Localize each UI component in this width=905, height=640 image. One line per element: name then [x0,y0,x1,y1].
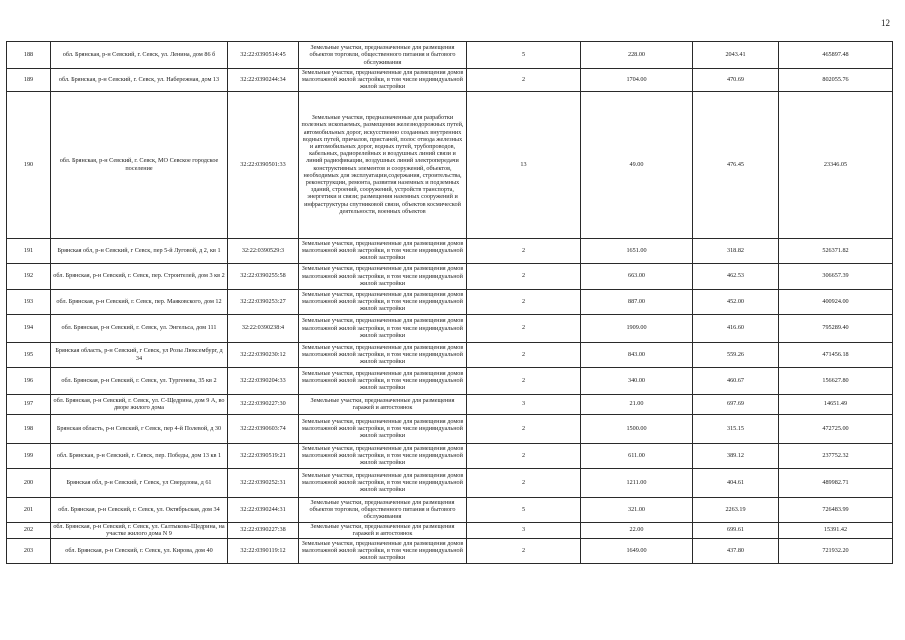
land-use-cell: Земельные участки, предназначенные для размещения объектов торговли, общественного питания и бытового обслуживания [299,497,467,522]
area-cell: 843.00 [581,342,693,367]
land-plot-registry-table [6,41,893,564]
row-number-cell: 193 [7,289,51,314]
address-cell: обл. Брянская, р-н Севский, г. Севск, пер. Маяковского, дом 12 [51,289,228,314]
area-cell: 21.00 [581,394,693,414]
cadastral-number-cell: 32:22:0390230:12 [228,342,299,367]
unit-value-cell: 416.60 [693,314,779,342]
address-cell: обл. Брянская, р-н Севский, г. Севск, ул. Ленина, дом 86 б [51,42,228,69]
group-code-cell: 3 [467,394,581,414]
cadastral-value-cell: 526371.82 [779,238,893,263]
land-use-cell: Земельные участки, предназначенные для размещения домов малоэтажной жилой застройки, в том числе индивидуальной жилой застройки [299,443,467,468]
address-cell: обл. Брянская, р-н Севский, г. Севск, пер. Победы, дом 13 кв 1 [51,443,228,468]
cadastral-value-cell: 156627.80 [779,367,893,394]
cadastral-number-cell: 32:22:0390603:74 [228,414,299,443]
row-number-cell: 188 [7,42,51,69]
group-code-cell: 2 [467,238,581,263]
cadastral-value-cell: 14651.49 [779,394,893,414]
area-cell: 1649.00 [581,538,693,563]
group-code-cell: 2 [467,263,581,289]
address-cell: обл. Брянская, р-н Севский, г. Севск, ул. Кирова, дом 40 [51,538,228,563]
group-code-cell: 2 [467,342,581,367]
row-number-cell: 190 [7,91,51,238]
cadastral-number-cell: 32:22:0390252:31 [228,468,299,497]
land-use-cell: Земельные участки, предназначенные для размещения объектов торговли, общественного питания и бытового обслуживания [299,42,467,69]
group-code-cell: 2 [467,443,581,468]
row-number-cell: 202 [7,522,51,538]
area-cell: 611.00 [581,443,693,468]
table-row [7,497,893,522]
row-number-cell: 191 [7,238,51,263]
page-number: 12 [881,18,890,28]
group-code-cell: 2 [467,289,581,314]
cadastral-number-cell: 32:22:0390529:3 [228,238,299,263]
unit-value-cell: 2043.41 [693,42,779,69]
land-use-cell: Земельные участки, предназначенные для размещения домов малоэтажной жилой застройки, в том числе индивидуальной жилой застройки [299,314,467,342]
cadastral-value-cell: 400924.00 [779,289,893,314]
area-cell: 228.00 [581,42,693,69]
land-use-cell: Земельные участки, предназначенные для размещения домов малоэтажной жилой застройки, в том числе индивидуальной жилой застройки [299,367,467,394]
address-cell: Брянская область, р-н Севский, г Севск, пер 4-й Полевой, д 30 [51,414,228,443]
unit-value-cell: 404.61 [693,468,779,497]
row-number-cell: 198 [7,414,51,443]
unit-value-cell: 315.15 [693,414,779,443]
area-cell: 321.00 [581,497,693,522]
group-code-cell: 2 [467,69,581,92]
land-use-cell: Земельные участки, предназначенные для размещения гаражей и автостоянок [299,394,467,414]
row-number-cell: 189 [7,69,51,92]
address-cell: обл. Брянская, р-н Севский, г. Севск, ул. Набережная, дом 13 [51,69,228,92]
unit-value-cell: 697.69 [693,394,779,414]
address-cell: обл. Брянская, р-н Севский, г. Севск, ул. Тургенева, 35 кв 2 [51,367,228,394]
unit-value-cell: 389.12 [693,443,779,468]
unit-value-cell: 460.67 [693,367,779,394]
address-cell: обл. Брянская, р-н Севский, г. Севск, пер. Строителей, дом 3 кв 2 [51,263,228,289]
group-code-cell: 2 [467,414,581,443]
table-row [7,468,893,497]
group-code-cell: 5 [467,42,581,69]
row-number-cell: 201 [7,497,51,522]
unit-value-cell: 699.61 [693,522,779,538]
cadastral-number-cell: 32:22:0390244:31 [228,497,299,522]
row-number-cell: 194 [7,314,51,342]
row-number-cell: 203 [7,538,51,563]
table-row [7,538,893,563]
area-cell: 1651.00 [581,238,693,263]
cadastral-value-cell: 15391.42 [779,522,893,538]
group-code-cell: 13 [467,91,581,238]
area-cell: 1704.00 [581,69,693,92]
area-cell: 1909.00 [581,314,693,342]
area-cell: 340.00 [581,367,693,394]
unit-value-cell: 452.00 [693,289,779,314]
cadastral-value-cell: 23346.05 [779,91,893,238]
address-cell: Брянская обл, р-н Севский, г Севск, ул Свердлова, д 61 [51,468,228,497]
cadastral-value-cell: 489982.71 [779,468,893,497]
group-code-cell: 3 [467,522,581,538]
land-use-cell: Земельные участки, предназначенные для размещения домов малоэтажной жилой застройки, в том числе индивидуальной жилой застройки [299,468,467,497]
table-row [7,238,893,263]
address-cell: обл. Брянская, р-н Севский, г. Севск, МО Севское городское поселение [51,91,228,238]
table-row [7,414,893,443]
group-code-cell: 2 [467,367,581,394]
cadastral-value-cell: 472725.00 [779,414,893,443]
unit-value-cell: 470.69 [693,69,779,92]
cadastral-value-cell: 726483.99 [779,497,893,522]
cadastral-number-cell: 32:22:0390253:27 [228,289,299,314]
land-use-cell: Земельные участки, предназначенные для размещения гаражей и автостоянок [299,522,467,538]
land-use-cell: Земельные участки, предназначенные для разработки полезных ископаемых, размещения железнодорожных путей, автомобильных дорог, искусственно созданных внутренних водных путей, причалов, пристаней, полос отвода железных и автомобильных дорог, водных путей, трубопроводов, кабельных, радиорелейных и воздушных линий связи и линий радиофикации, воздушных линий электропередачи конструктивных элементов и сооружений, объектов, необходимых для эксплуатации,содержания, строительства, реконструкции, ремонта, развития наземных и подземных зданий, строений, сооружений, устройств транспорта, энергетики и связи; размещения наземных сооружений и инфраструктуры спутниковой связи, объектов космической деятельности, военных объектов [299,91,467,238]
land-use-cell: Земельные участки, предназначенные для размещения домов малоэтажной жилой застройки, в том числе индивидуальной жилой застройки [299,69,467,92]
land-use-cell: Земельные участки, предназначенные для размещения домов малоэтажной жилой застройки, в том числе индивидуальной жилой застройки [299,414,467,443]
cadastral-number-cell: 32:22:0390244:34 [228,69,299,92]
table-row [7,367,893,394]
unit-value-cell: 559.26 [693,342,779,367]
row-number-cell: 197 [7,394,51,414]
table-row [7,69,893,92]
cadastral-number-cell: 32:22:0390514:45 [228,42,299,69]
cadastral-value-cell: 471456.18 [779,342,893,367]
table-row [7,342,893,367]
unit-value-cell: 476.45 [693,91,779,238]
land-use-cell: Земельные участки, предназначенные для размещения домов малоэтажной жилой застройки, в том числе индивидуальной жилой застройки [299,289,467,314]
cadastral-value-cell: 306657.39 [779,263,893,289]
area-cell: 1500.00 [581,414,693,443]
area-cell: 663.00 [581,263,693,289]
table-row [7,289,893,314]
area-cell: 887.00 [581,289,693,314]
land-use-cell: Земельные участки, предназначенные для размещения домов малоэтажной жилой застройки, в том числе индивидуальной жилой застройки [299,538,467,563]
table-body [7,42,893,564]
cadastral-number-cell: 32:22:0390204:33 [228,367,299,394]
row-number-cell: 199 [7,443,51,468]
table-row [7,91,893,238]
row-number-cell: 196 [7,367,51,394]
table-row [7,314,893,342]
row-number-cell: 195 [7,342,51,367]
cadastral-number-cell: 32:22:0390227:38 [228,522,299,538]
cadastral-value-cell: 721932.20 [779,538,893,563]
area-cell: 49.00 [581,91,693,238]
cadastral-number-cell: 32:22:0390238:4 [228,314,299,342]
row-number-cell: 192 [7,263,51,289]
group-code-cell: 2 [467,468,581,497]
land-use-cell: Земельные участки, предназначенные для размещения домов малоэтажной жилой застройки, в том числе индивидуальной жилой застройки [299,263,467,289]
area-cell: 22.00 [581,522,693,538]
cadastral-number-cell: 32:22:0390501:33 [228,91,299,238]
land-use-cell: Земельные участки, предназначенные для размещения домов малоэтажной жилой застройки, в том числе индивидуальной жилой застройки [299,342,467,367]
address-cell: Брянская обл, р-н Севский, г Севск, пер 5-й Луговой, д 2, кв 1 [51,238,228,263]
unit-value-cell: 318.82 [693,238,779,263]
table-row [7,522,893,538]
table-row [7,394,893,414]
address-cell: Брянская область, р-н Севский, г Севск, ул Розы Люксембург, д 34 [51,342,228,367]
table-row [7,263,893,289]
area-cell: 1211.00 [581,468,693,497]
address-cell: обл. Брянская, р-н Севский, г. Севск, ул. С-Щедрина, дом 9 А, во дворе жилого дома [51,394,228,414]
group-code-cell: 2 [467,538,581,563]
cadastral-number-cell: 32:22:0390519:21 [228,443,299,468]
unit-value-cell: 462.53 [693,263,779,289]
cadastral-value-cell: 237752.32 [779,443,893,468]
unit-value-cell: 2263.19 [693,497,779,522]
cadastral-number-cell: 32:22:0390119:12 [228,538,299,563]
cadastral-value-cell: 465897.48 [779,42,893,69]
address-cell: обл. Брянская, р-н Севский, г. Севск, ул. Салтыкова-Щедрина, на участке жилого дома N 9 [51,522,228,538]
cadastral-number-cell: 32:22:0390227:30 [228,394,299,414]
address-cell: обл. Брянская, р-н Севский, г. Севск, ул. Энгельса, дом 111 [51,314,228,342]
cadastral-number-cell: 32:22:0390255:58 [228,263,299,289]
row-number-cell: 200 [7,468,51,497]
unit-value-cell: 437.80 [693,538,779,563]
cadastral-value-cell: 802055.76 [779,69,893,92]
table-row [7,42,893,69]
group-code-cell: 5 [467,497,581,522]
address-cell: обл. Брянская, р-н Севский, г. Севск, ул. Октябрьская, дом 34 [51,497,228,522]
table-row [7,443,893,468]
land-use-cell: Земельные участки, предназначенные для размещения домов малоэтажной жилой застройки, в том числе индивидуальной жилой застройки [299,238,467,263]
cadastral-value-cell: 795289.40 [779,314,893,342]
group-code-cell: 2 [467,314,581,342]
